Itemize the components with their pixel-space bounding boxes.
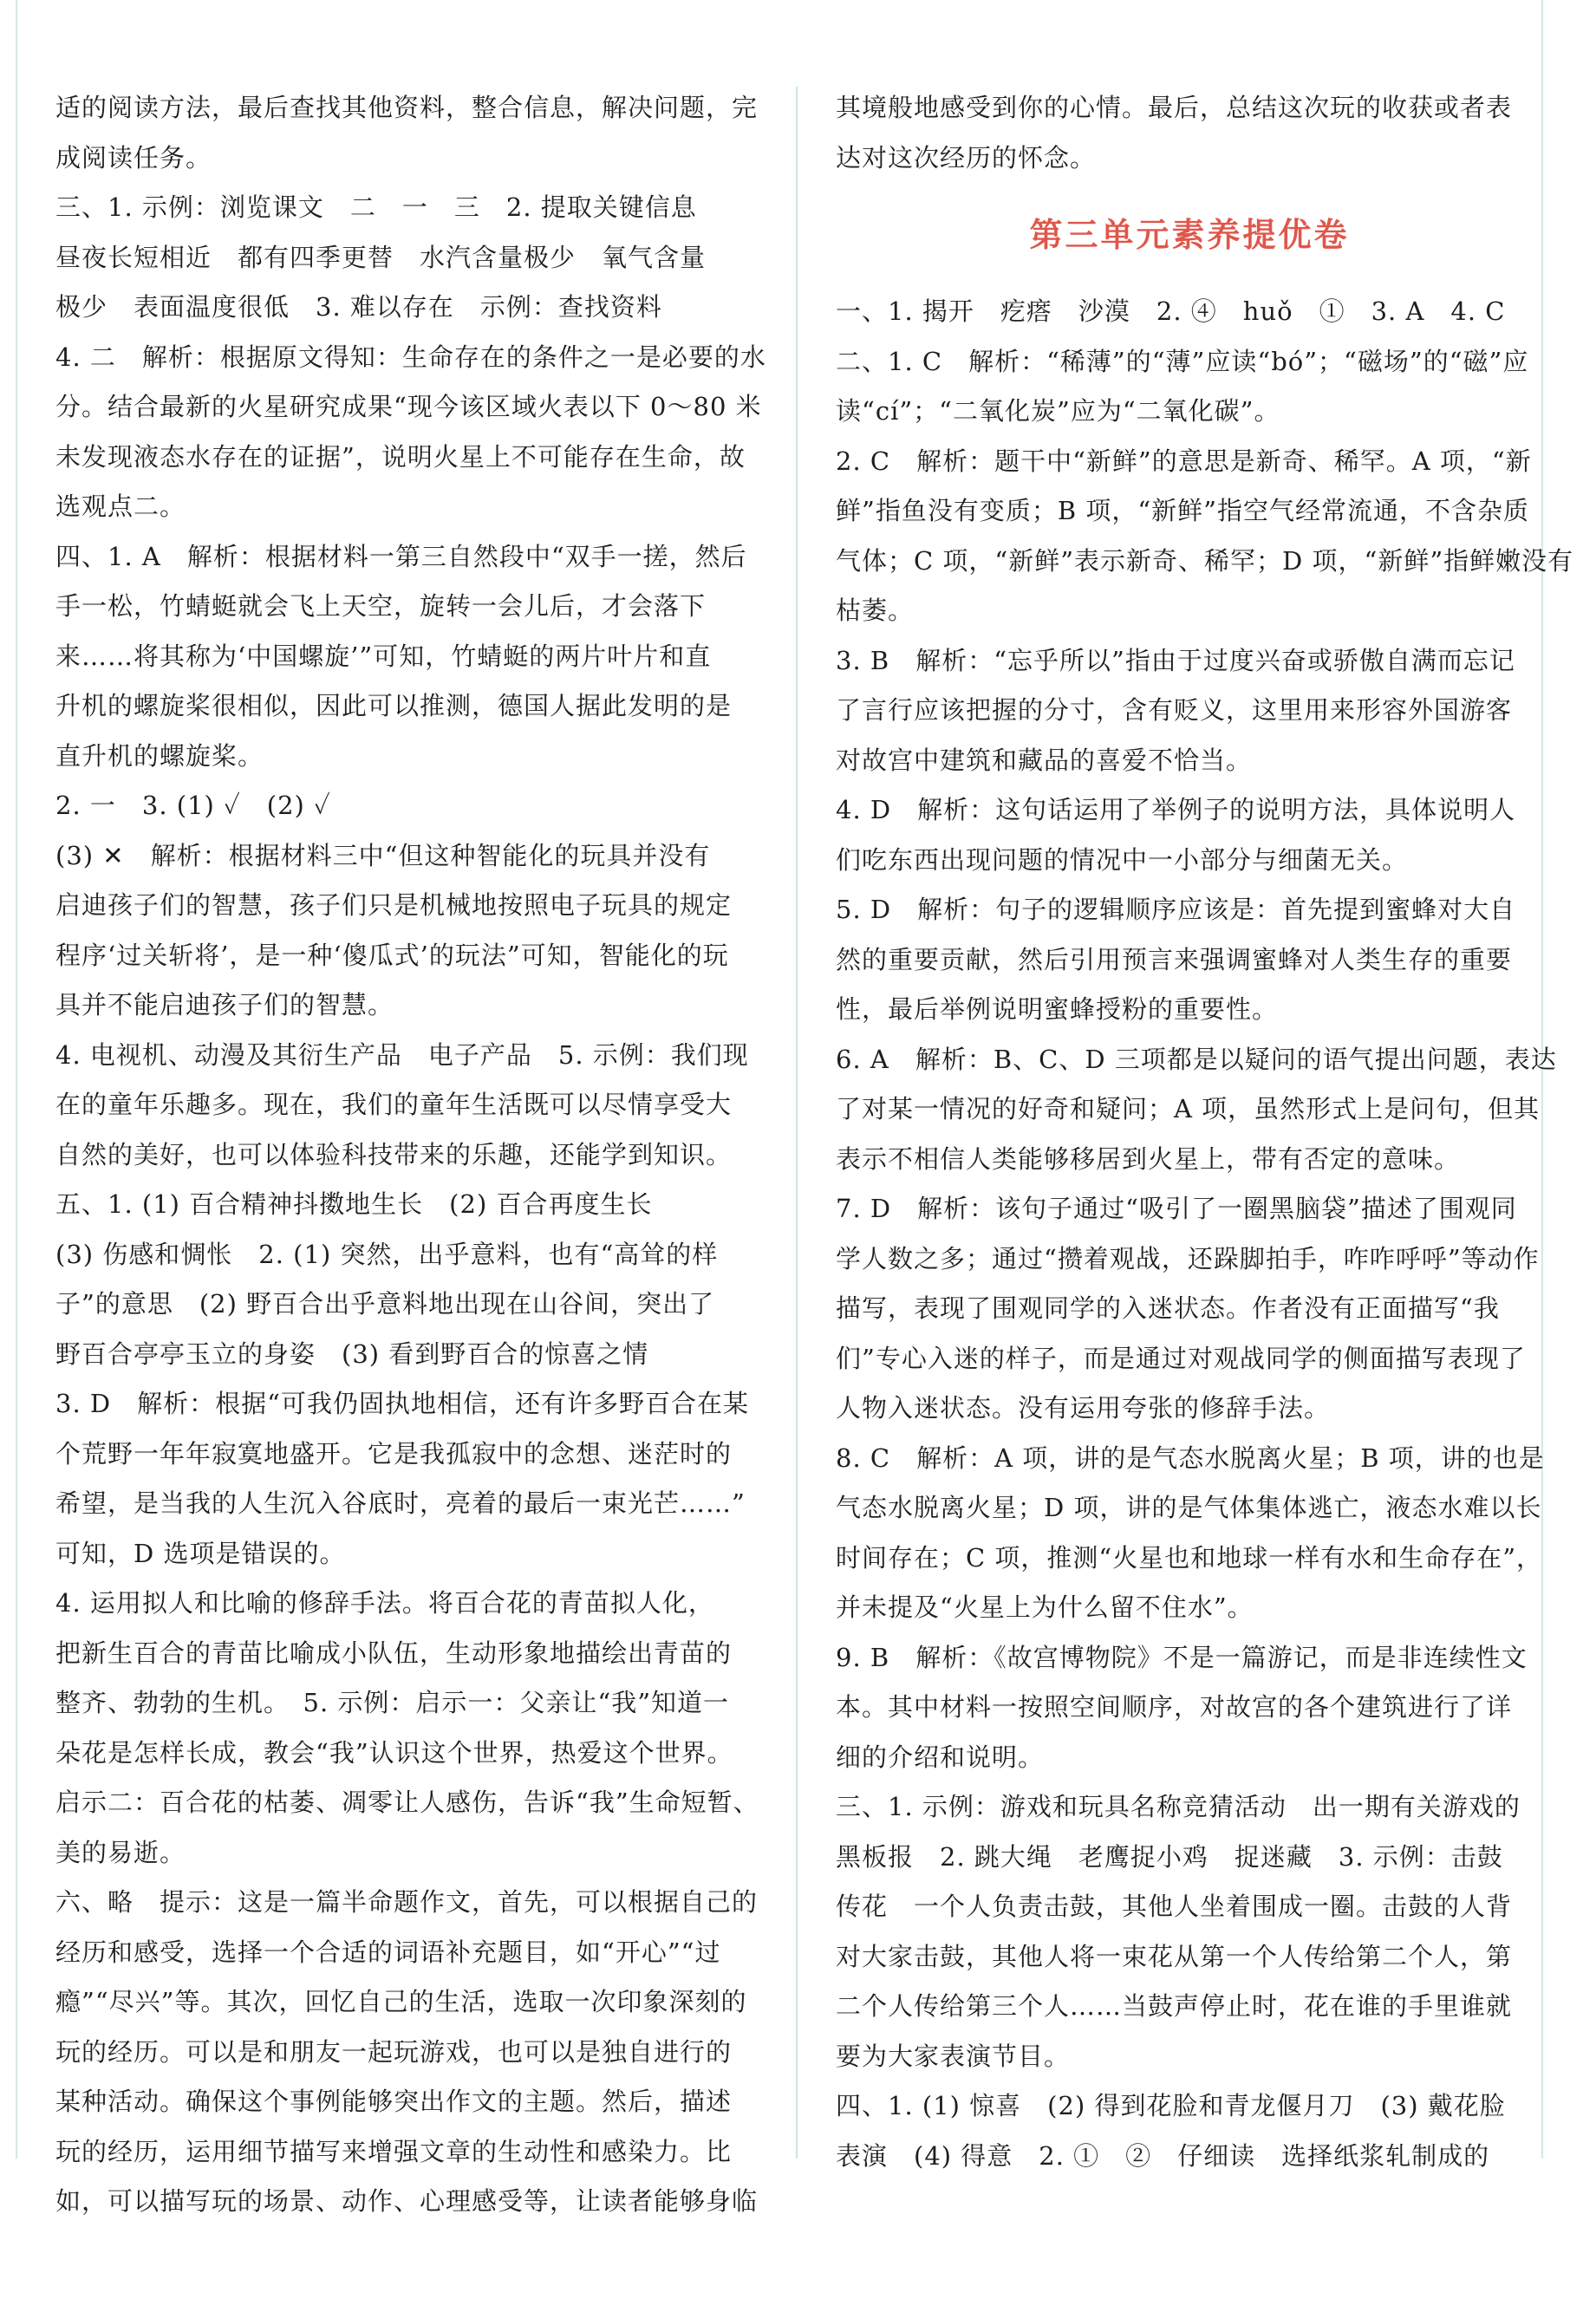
text-line: 四、1. A 解析：根据材料一第三自然段中“双手一搓，然后 (55, 541, 747, 571)
text-line: 启示二：百合花的枯萎、凋零让人感伤，告诉“我”生命短暂、 (55, 1788, 759, 1817)
text-line: 成阅读任务。 (55, 142, 212, 173)
text-line: (3) ✕ 解析：根据材料三中“但这种智能化的玩具并没有 (55, 840, 711, 870)
text-line: 个荒野一年年寂寞地盛开。它是我孤寂中的念想、迷茫时的 (55, 1438, 733, 1469)
text-line: 自然的美好，也可以体验科技带来的乐趣，还能学到知识。 (55, 1139, 733, 1169)
text-line: 一、1. 揭开 疙瘩 沙漠 2. ④ huǒ ① 3. A 4. C (836, 296, 1506, 326)
text-line: 6. A 解析：B、C、D 三项都是以疑问的语气提出问题，表达 (836, 1044, 1557, 1074)
text-line: 瘾”“尽兴”等。其次，回忆自己的生活，选取一次印象深刻的 (55, 1987, 747, 2016)
text-line: 2. C 解析：题干中“新鲜”的意思是新奇、稀罕。A 项，“新 (836, 446, 1532, 476)
text-line: 在的童年乐趣多。现在，我们的童年生活既可以尽情享受大 (55, 1090, 733, 1119)
text-line: 朵花是怎样长成，教会“我”认识这个世界，热爱这个世界。 (55, 1737, 733, 1768)
text-line: 们”专心入迷的样子，而是通过对观战同学的侧面描写表现了 (836, 1343, 1526, 1373)
column-divider (796, 87, 798, 2159)
text-line: 人物入迷状态。没有运用夸张的修辞手法。 (836, 1393, 1331, 1423)
text-line: 如，可以描写玩的场景、动作、心理感受等，让读者能够身临 (55, 2186, 759, 2216)
text-line: 达对这次经历的怀念。 (836, 142, 1097, 173)
text-line: 了对某一情况的好奇和疑问；A 项，虽然形式上是问句，但其 (836, 1094, 1541, 1123)
text-line: (3) 伤感和惆怅 2. (1) 突然，出乎意料，也有“高耸的样 (55, 1239, 719, 1269)
text-line: 适的阅读方法，最后查找其他资料，整合信息，解决问题，完 (55, 93, 759, 122)
text-line: 未发现液态水存在的证据”，说明火星上不可能存在生命，故 (55, 441, 746, 472)
text-line: 4. 二 解析：根据原文得知：生命存在的条件之一是必要的水 (55, 342, 766, 372)
text-line: 玩的经历。可以是和朋友一起玩游戏，也可以是独自进行的 (55, 2036, 733, 2067)
text-line: 7. D 解析：该句子通过“吸引了一圈黑脑袋”描述了围观同 (836, 1194, 1517, 1223)
text-line: 四、1. (1) 惊喜 (2) 得到花脸和青龙偃月刀 (3) 戴花脸 (836, 2091, 1506, 2120)
text-line: 时间存在；C 项，推测“火星也和地球一样有水和生命存在”， (836, 1542, 1543, 1573)
text-line: 其境般地感受到你的心情。最后，总结这次玩的收获或者表 (836, 93, 1513, 122)
text-line: 表示不相信人类能够移居到火星上，带有否定的意味。 (836, 1143, 1461, 1174)
text-line: 手一松，竹蜻蜓就会飞上天空，旋转一会儿后，才会落下 (55, 591, 707, 621)
text-line: 气体；C 项，“新鲜”表示新奇、稀罕；D 项，“新鲜”指鲜嫩没有 (836, 545, 1574, 576)
text-line: 昼夜长短相近 都有四季更替 水汽含量极少 氧气含量 (55, 242, 707, 272)
text-line: 来……将其称为‘中国螺旋’”可知，竹蜻蜓的两片叶片和直 (55, 641, 712, 671)
text-line: 2. 一 3. (1) ✓ (2) ✓ (55, 791, 331, 820)
text-line: 启迪孩子们的智慧，孩子们只是机械地按照电子玩具的规定 (55, 890, 733, 920)
left-column (55, 83, 766, 2227)
text-line: 分。结合最新的火星研究成果“现今该区域火表以下 0～80 米 (55, 392, 762, 421)
page-border-left (16, 0, 17, 2159)
right-column (836, 83, 1574, 2181)
text-line: 气态水脱离火星；D 项，讲的是气体集体逃亡，液态水难以长 (836, 1493, 1542, 1522)
text-line: 4. 运用拟人和比喻的修辞手法。将百合花的青苗拟人化， (55, 1588, 714, 1618)
text-line: 六、略 提示：这是一篇半命题作文，首先，可以根据自己的 (55, 1887, 759, 1917)
text-line: 经历和感受，选择一个合适的词语补充题目，如“开心”“过 (55, 1937, 721, 1967)
text-line: 学人数之多；通过“攒着观战，还跺脚拍手，咋咋呼呼”等动作 (836, 1243, 1540, 1273)
text-line: 程序‘过关斩将’，是一种‘傻瓜式’的玩法”可知，智能化的玩 (55, 940, 729, 970)
text-line: 三、1. 示例：浏览课文 二 一 三 2. 提取关键信息 (55, 192, 697, 222)
text-line: 要为大家表演节目。 (836, 2041, 1071, 2071)
text-line: 野百合亭亭玉立的身姿 (3) 看到野百合的惊喜之情 (55, 1338, 649, 1369)
text-line: 4. 电视机、动漫及其衍生产品 电子产品 5. 示例：我们现 (55, 1039, 749, 1070)
section-title: 第三单元素养提优卷 (1029, 215, 1350, 254)
text-line: 并未提及“火星上为什么留不住水”。 (836, 1592, 1254, 1622)
text-line: 5. D 解析：句子的逻辑顺序应该是：首先提到蜜蜂对大自 (836, 895, 1516, 924)
text-line: 然的重要贡献，然后引用预言来强调蜜蜂对人类生存的重要 (836, 944, 1513, 974)
text-line: 把新生百合的青苗比喻成小队伍，生动形象地描绘出青苗的 (55, 1638, 733, 1668)
text-line: 本。其中材料一按照空间顺序，对故宫的各个建筑进行了详 (836, 1692, 1513, 1722)
text-line: 希望，是当我的人生沉入谷底时，亮着的最后一束光芒……” (55, 1488, 746, 1518)
text-line: 选观点二。 (55, 492, 186, 521)
text-line: 对大家击鼓，其他人将一束花从第一个人传给第二个人，第 (836, 1941, 1513, 1971)
text-line: 直升机的螺旋桨。 (55, 740, 264, 771)
text-line: 三、1. 示例：游戏和玩具名称竞猜活动 出一期有关游戏的 (836, 1792, 1521, 1821)
text-line: 细的介绍和说明。 (836, 1742, 1045, 1772)
text-line: 玩的经历，运用细节描写来增强文章的生动性和感染力。比 (55, 2136, 733, 2166)
text-line: 8. C 解析：A 项，讲的是气态水脱离火星；B 项，讲的也是 (836, 1443, 1545, 1473)
text-line: 五、1. (1) 百合精神抖擞地生长 (2) 百合再度生长 (55, 1189, 653, 1219)
text-line: 对故宫中建筑和藏品的喜爱不恰当。 (836, 745, 1253, 775)
text-line: 可知，D 选项是错误的。 (55, 1538, 346, 1568)
text-line: 升机的螺旋桨很相似，因此可以推测，德国人据此发明的是 (55, 691, 733, 720)
text-line: 9. B 解析：《故宫博物院》不是一篇游记，而是非连续性文 (836, 1642, 1528, 1672)
text-line: 二个人传给第三个人……当鼓声停止时，花在谁的手里谁就 (836, 1991, 1513, 2021)
text-line: 具并不能启迪孩子们的智慧。 (55, 990, 394, 1019)
text-line: 二、1. C 解析：“稀薄”的“薄”应读“bó”；“磁场”的“磁”应 (836, 346, 1529, 376)
text-line: 子”的意思 (2) 野百合出乎意料地出现在山谷间，突出了 (55, 1289, 715, 1319)
text-line: 传花 一个人负责击鼓，其他人坐着围成一圈。击鼓的人背 (836, 1892, 1513, 1921)
text-line: 读“cí”；“二氧化炭”应为“二氧化碳”。 (836, 396, 1280, 426)
text-line: 了言行应该把握的分寸，含有贬义，这里用来形容外国游客 (836, 695, 1513, 725)
text-line: 美的易逝。 (55, 1837, 186, 1867)
text-line: 性，最后举例说明蜜蜂授粉的重要性。 (836, 994, 1279, 1024)
text-line: 4. D 解析：这句话运用了举例子的说明方法，具体说明人 (836, 795, 1516, 824)
text-line: 们吃东西出现问题的情况中一小部分与细菌无关。 (836, 844, 1409, 875)
text-line: 3. D 解析：根据“可我仍固执地相信，还有许多野百合在某 (55, 1389, 749, 1418)
text-line: 枯萎。 (836, 596, 915, 625)
text-line: 表演 (4) 得意 2. ① ② 仔细读 选择纸浆轧制成的 (836, 2140, 1490, 2171)
text-line: 描写，表现了围观同学的入迷状态。作者没有正面描写“我 (836, 1293, 1500, 1323)
text-line: 鲜”指鱼没有变质；B 项，“新鲜”指空气经常流通，不含杂质 (836, 496, 1530, 525)
text-line: 整齐、勃勃的生机。 5. 示例：启示一：父亲让“我”知道一 (55, 1688, 730, 1717)
text-line: 黑板报 2. 跳大绳 老鹰捉小鸡 捉迷藏 3. 示例：击鼓 (836, 1841, 1503, 1872)
text-line: 极少 表面温度很低 3. 难以存在 示例：查找资料 (55, 292, 662, 322)
text-line: 某种活动。确保这个事例能够突出作文的主题。然后，描述 (55, 2087, 733, 2116)
text-line: 3. B 解析：“忘乎所以”指由于过度兴奋或骄傲自满而忘记 (836, 645, 1515, 675)
